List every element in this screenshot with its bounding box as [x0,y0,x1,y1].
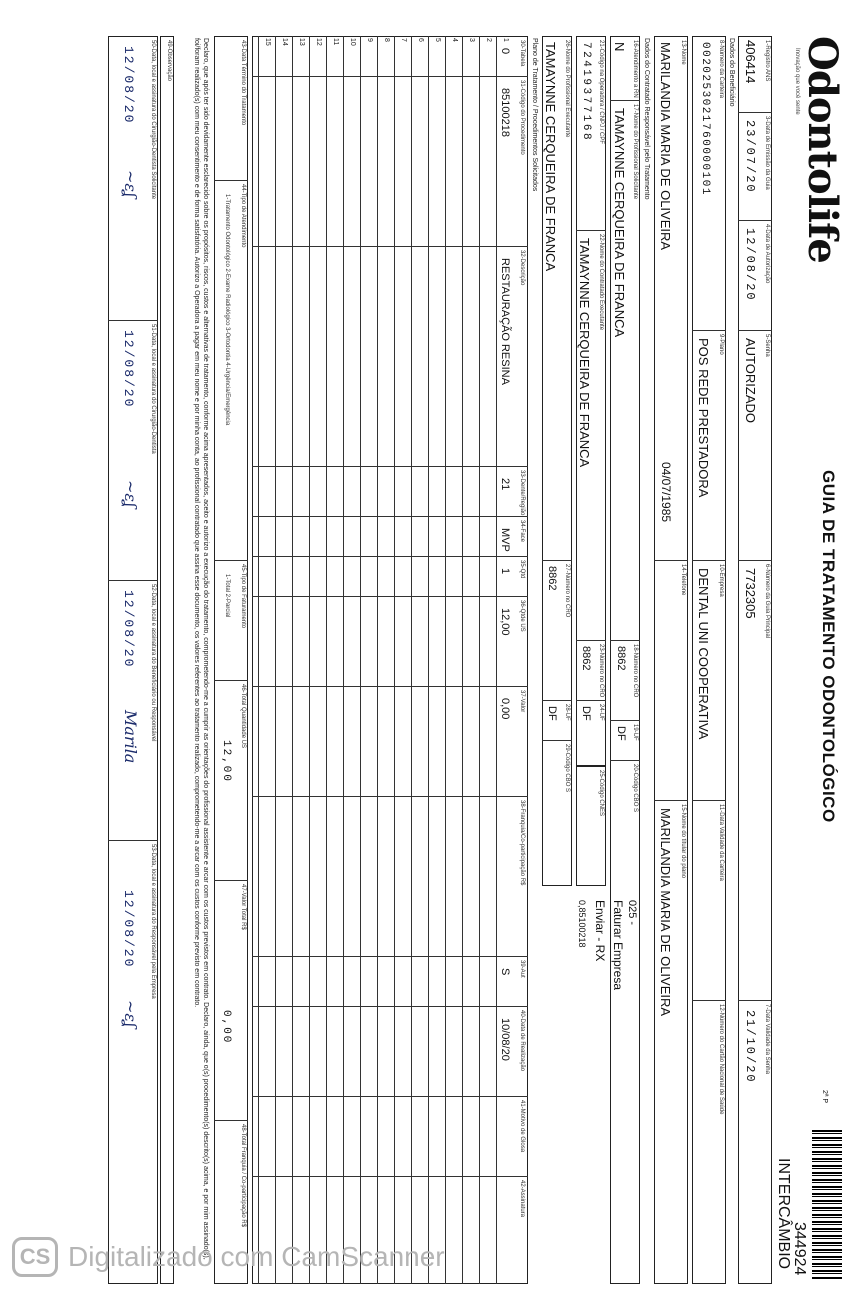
field-49-label: 49-Observação [166,40,172,82]
table-column-divider [252,516,528,517]
table-column-divider [252,1176,528,1177]
table-header-39: 39-Aut [519,960,525,978]
table-cell-valor: 0,00 [499,698,511,720]
divider [576,640,606,641]
observation-box [160,36,174,1284]
table-header-37: 37-Valor [519,690,525,713]
table-header-35: 35-Qtd [519,560,525,579]
field-3-label: 3-Data de Emissão da Guia [764,116,770,190]
divider [738,1000,772,1001]
divider [738,560,772,561]
executor-uf-value: DF [546,706,558,721]
table-cell-descricao: RESTAURAÇÃO RESINA [499,258,511,385]
table-column-divider [252,1006,528,1007]
table-header-41: 41-Motivo de Glosa [519,1100,525,1153]
divider [654,800,688,801]
table-column-divider [252,246,528,247]
field-22-label: 22-Nome do Contratado Executante [598,234,604,331]
divider [214,560,248,561]
note-line-1: 025 - [626,900,638,926]
total-value: 0,00 [220,1010,232,1045]
field-53-label: 53-Data, local e assinatura do Responsável pela Empresa [150,844,156,999]
card-number-value: 0020253021760000101 [699,42,711,196]
table-cell-data: 10/08/20 [499,1018,511,1061]
table-column-divider [252,556,528,557]
field-10-label: 10-Empresa [718,564,724,597]
field-14-label: 14-Telefone [680,564,686,596]
field-4-label: 4-Data de Autorização [764,224,770,284]
table-column-divider [252,956,528,957]
contractor-cro-value: 8862 [580,646,592,671]
table-cell-dente: 21 [499,478,511,491]
field-43-label: 43-Data Término do Tratamento [240,40,246,126]
dentist-signature: ~ɛʆ [121,480,140,508]
table-cell-face: MVP [499,528,511,552]
table-header-42: 42-Assinatura [519,1180,525,1218]
billing-type-options: 1-Total 2-Parcial [224,574,230,618]
table-cell-aut: S [499,968,511,976]
company-signature: ~ɛʆ [121,1000,140,1028]
holder-name-value: MARILANDIA MARIA DE OLIVEIRA [658,808,673,1017]
field-11-label: 11-Data Validade da Carteira [718,804,724,881]
field-20-label: 20-Código CBO S [632,764,638,813]
divider [654,560,688,561]
divider [692,1000,726,1001]
field-5-label: 5-Senha [764,334,770,357]
emission-date-value: 23/07/20 [743,120,757,194]
divider [738,112,772,113]
field-17-label: 17-Nome do Profissional Solicitante [632,104,638,200]
table-row-number: 13 [298,38,305,46]
field-52-label: 52-Data, local e assinatura do Beneficiário ou Responsável [150,584,156,742]
divider [214,180,248,181]
requester-cro-value: 8862 [615,646,627,671]
provider-code-value: 72419377168 [580,42,592,143]
executing-professional-value: TAMAYNNE CERQUEIRA DE FRANCA [543,42,558,272]
executing-contractor-value: TAMAYNNE CERQUEIRA DE FRANCA [577,238,592,468]
field-48-label: 48-Total Franquia / Co-participação R$ [240,1124,246,1228]
field-45-label: 45-Tipo de Faturamento [240,564,246,629]
form-title: GUIA DE TRATAMENTO ODONTOLÓGICO [819,470,838,823]
table-row-number: 9 [366,38,373,42]
note-line-4: 0,85100218 [577,900,587,948]
table-column-divider [252,796,528,797]
field-21-label: 21-Código na Operadora / CNPJ / CPF [598,40,604,145]
field-16-label: 16-Atendimento a RN [632,40,638,98]
table-header-31: 31-Código do Procedimento [519,80,525,155]
divider [738,330,772,331]
field-9-label: 9-Plano [718,334,724,355]
divider [108,580,158,581]
table-row-number: 7 [400,38,407,42]
field-44-label: 44-Tipo de Atendimento [240,184,246,248]
table-cell-us: 12,00 [499,608,511,636]
registro-ans-value: 406414 [743,40,758,84]
watermark-text: Digitalizado com CamScanner [68,1241,445,1272]
plan-value: POS REDE PRESTADORA [696,338,711,498]
table-cell-codigo: 85100218 [499,88,511,137]
table-column-divider [252,686,528,687]
senha-value: AUTORIZADO [743,338,758,423]
field-6-label: 6-Número da Guia Principal [764,564,770,639]
field-51-label: 51-Data, local e assinatura do Cirurgião-Dentista [150,324,156,454]
divider [108,840,158,841]
table-column-divider [252,1096,528,1097]
total-us-value: 12,00 [220,740,232,784]
field-26-label: 26-Nome do Profissional Executante [564,40,570,138]
field-24-label: 24-UF [598,704,604,721]
note-line-3: Enviar - RX [593,900,607,962]
table-header-30: 30-Tabela [519,40,525,67]
service-type-options: 1-Tratamento Odontológico 2-Exame Radiológico 3-Ortodontia 4-Urgência/Emergência [224,194,230,426]
divider [214,1120,248,1121]
logo-tagline: Inovação que você sente [794,48,800,115]
divider [542,560,572,561]
declaration-text: Declaro, que após ter sido devidamente esclarecido sobre os propósitos, riscos, custos e alternativas de tratamento, conforme acima apresentados, aceito e autorizo a execução do tratamento, comprometendo-me a cumprir as orientações do profissional assistente e arcar com os custos previstos em contrato. Declaro, ainda, que o(s) procedimento(s) descrito(s) acima, e por mim assinado(s), foi/foram realizado(s) com meu consentimento e de forma satisfatória. Autorizo a Operadora a pagar em meu nome e por minha conta, ao profissional contratado que assina esse documento, os valores referentes ao tratamento realizado, comprometendo-me a arcar com os custos conforme previsto em contrato. [193,38,209,1260]
requester-signature-date: 12/08/20 [121,46,136,125]
table-row-number: 2 [485,38,492,42]
requester-section-title: Dados do Contratado Responsável pelo Tratamento [643,38,650,200]
field-19-label: 19-UF [632,724,638,741]
divider [692,800,726,801]
guide-number: 344924 [791,1222,808,1276]
table-column-divider [252,596,528,597]
requesting-professional-value: TAMAYNNE CERQUEIRA DE FRANCA [612,108,627,338]
barcode [812,1130,842,1280]
table-row-number: 10 [349,38,356,46]
field-47-label: 47-Valor Total R$ [240,884,246,930]
beneficiary-signature: Marila [121,710,140,764]
rn-value: N [612,42,627,52]
authorization-date-value: 12/08/20 [743,228,757,302]
field-13-label: 13-Nome [680,40,686,65]
table-row-number: 12 [315,38,322,46]
odontolife-logo: Odontolife [799,36,846,263]
table-row-number: 14 [281,38,288,46]
divider [542,700,572,701]
table-row-number: 8 [383,38,390,42]
field-27-label: 27-Número no CRO [564,564,570,618]
divider [610,760,640,761]
divider [214,880,248,881]
intercambio-label: INTERCÂMBIO [775,1158,792,1270]
table-row-number: 3 [468,38,475,42]
contractor-uf-value: DF [580,706,592,721]
table-header-40: 40-Data de Realização [519,1010,525,1072]
field-50-label: 50-Data, local e assinatura do Cirurgião-Dentista Solicitante [150,40,156,200]
table-row-number: 11 [332,38,339,46]
beneficiary-signature-date: 12/08/20 [121,590,136,669]
divider [576,700,606,701]
table-header-32: 32-Descrição [519,250,525,286]
plan-section-title: Plano de Tratamento / Procedimentos Solicitados [531,38,538,192]
field-18-label: 18-Número no CRO [632,644,638,698]
divider [692,560,726,561]
table-column-divider [252,466,528,467]
page-marker: 2ª P [821,1090,828,1104]
divider [692,330,726,331]
field-12-label: 12-Número do Cartão Nacional de Saúde [718,1004,724,1115]
main-guide-number-value: 7732305 [743,568,758,619]
divider [610,100,640,101]
company-signature-date: 12/08/20 [121,890,136,969]
table-header-33: 33-Dente/Região [519,470,525,516]
table-row-number: 6 [417,38,424,42]
divider [738,220,772,221]
divider [610,640,640,641]
divider [610,720,640,721]
table-column-divider [252,76,528,77]
table-row-number: 5 [434,38,441,42]
table-header-38: 38-Franquia/Co-participação R$ [519,800,525,886]
divider [542,740,572,741]
camscanner-logo-icon: CS [12,1237,58,1277]
field-8-label: 8-Número da Carteira [718,40,724,99]
field-23-label: 23-Número no CRO [598,644,604,698]
birth-date-value: 04/07/1985 [659,462,673,523]
table-row-number: 15 [264,38,271,46]
field-28-label: 28-UF [564,704,570,721]
table-cell-qtd: 1 [499,568,511,575]
beneficiary-section-title: Dados do Beneficiário [728,38,735,107]
senha-validity-value: 21/10/20 [743,1010,757,1084]
table-header-34: 34-Face [519,520,525,543]
table-header-36: 36-Qtde US [519,600,525,632]
note-line-2: Faturar Empresa [611,900,625,991]
divider [108,320,158,321]
divider [576,230,606,231]
table-cell-tabela: 0 [499,48,511,55]
requester-signature: ~ɛʆ [121,170,140,198]
field-7-label: 7-Data Validade da Senha [764,1004,770,1074]
field-25-label: 25-Código CNES [598,770,604,817]
divider [214,680,248,681]
beneficiary-name-value: MARILANDIA MARIA DE OLIVEIRA [658,42,673,251]
camscanner-watermark [12,1235,792,1281]
field-46-label: 46-Total Quantidade US [240,684,246,749]
field-1-label: 1-Registro ANS [764,40,770,82]
executor-cro-value: 8862 [546,566,558,591]
dentist-signature-date: 12/08/20 [121,330,136,409]
company-value: DENTAL UNI COOPERATIVA [696,568,711,740]
field-29-label: 29-Código CBO S [564,744,570,793]
field-15-label: 15-Nome do titular do plano [680,804,686,879]
requester-uf-value: DF [615,726,627,741]
table-row-number: 1 [502,38,509,42]
table-row-number: 4 [451,38,458,42]
